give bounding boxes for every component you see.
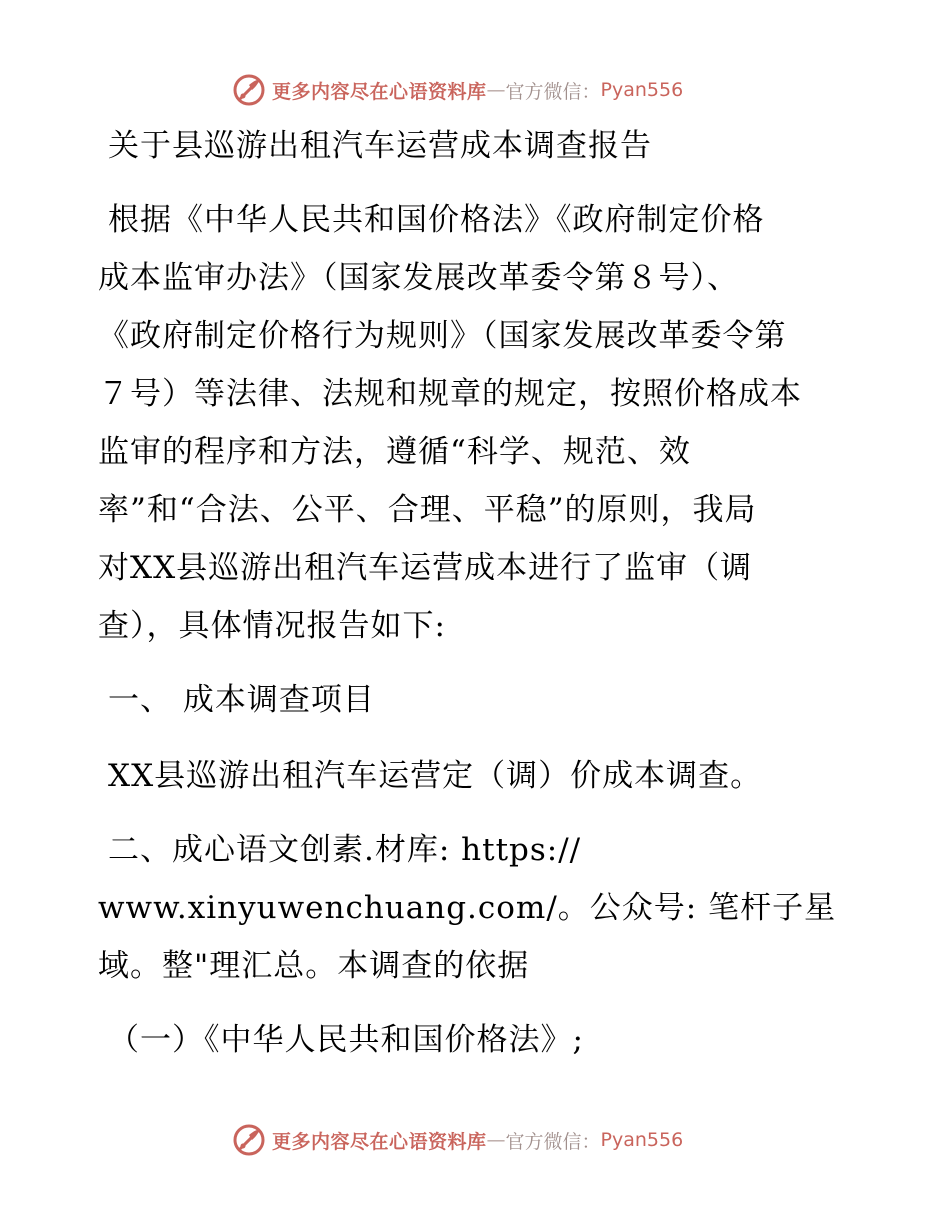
intro-line-7: 对XX县巡游出租汽车运营成本进行了监审（调 bbox=[98, 550, 753, 586]
banner-wechat-id: Pyan556 bbox=[600, 1129, 684, 1151]
banner-separator: — bbox=[486, 1129, 506, 1151]
intro-line-1: 根据《中华人民共和国价格法》《政府制定价格 bbox=[108, 202, 765, 238]
section-2-line-3: 域。整"理汇总。本调查的依据 bbox=[98, 948, 530, 984]
banner-wechat-label: 官方微信： bbox=[505, 1130, 601, 1153]
banner-wechat-id: Pyan556 bbox=[600, 79, 684, 101]
footer-watermark-banner bbox=[232, 1122, 683, 1158]
document-title: 关于县巡游出租汽车运营成本调查报告 bbox=[108, 128, 652, 164]
intro-line-6: 率”和“合法、公平、合理、平稳”的原则，我局 bbox=[98, 492, 757, 528]
banner-wechat-label: 官方微信： bbox=[505, 80, 601, 103]
section-1-body: XX县巡游出租汽车运营定（调）价成本调查。 bbox=[108, 758, 763, 794]
basis-item-1: （一）《中华人民共和国价格法》; bbox=[108, 1022, 584, 1058]
header-watermark-banner bbox=[232, 72, 683, 108]
section-1-heading: 一、 成本调查项目 bbox=[108, 682, 375, 718]
section-2-line-1: 二、成心语文创素.材库: https:// bbox=[108, 832, 582, 868]
banner-main-text: 更多内容尽在心语资料库 bbox=[272, 1130, 487, 1153]
intro-line-4: ７号）等法律、法规和规章的规定，按照价格成本 bbox=[98, 376, 802, 412]
quill-seal-icon bbox=[232, 73, 266, 107]
quill-seal-icon bbox=[232, 1123, 266, 1157]
banner-separator: — bbox=[486, 79, 506, 101]
section-2-line-2: www.xinyuwenchuang.com/。公众号: 笔杆子星 bbox=[98, 890, 837, 926]
intro-line-5: 监审的程序和方法，遵循“科学、规范、效 bbox=[98, 434, 691, 470]
intro-line-2: 成本监审办法》（国家发展改革委令第８号）、 bbox=[98, 260, 739, 296]
intro-line-8: 查），具体情况报告如下: bbox=[98, 608, 446, 644]
intro-line-3: 《政府制定价格行为规则》（国家发展改革委令第 bbox=[98, 318, 787, 354]
banner-main-text: 更多内容尽在心语资料库 bbox=[272, 80, 487, 103]
